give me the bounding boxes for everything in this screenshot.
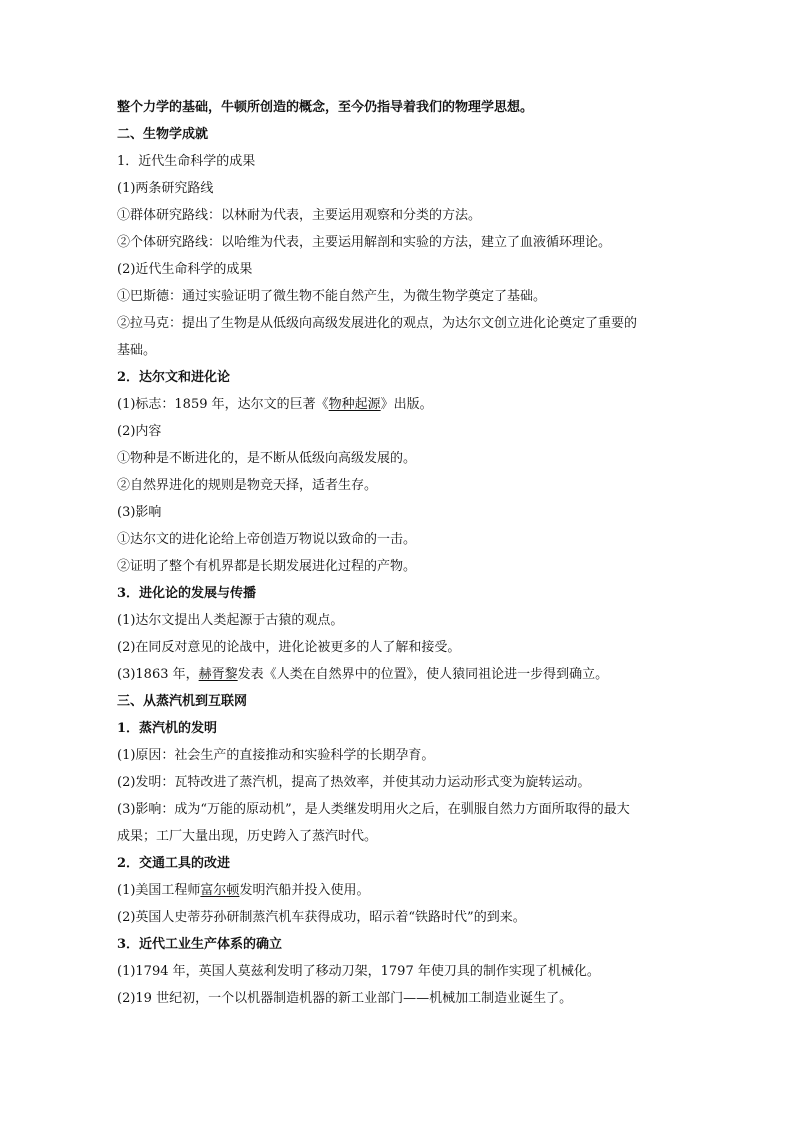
text-line: (2)近代生命科学的成果 xyxy=(117,262,253,277)
text-line: ②拉马克：提出了生物是从低级向高级发展进化的观点，为达尔文创立进化论奠定了重要的 xyxy=(117,316,638,331)
text-line: (3)影响 xyxy=(117,505,162,520)
text-line xyxy=(117,877,687,904)
text-segment: 发表《人类在自然界中的位置》，使人猿同祖论进一步得到确立。 xyxy=(237,667,609,682)
text-line: (3)影响：成为“万能的原动机”，是人类继发明用火之后，在驯服自然力方面所取得的最大 xyxy=(117,802,630,817)
text-line: (2)19 世纪初，一个以机器制造机器的新工业部门——机械加工制造业诞生了。 xyxy=(117,991,573,1006)
text-segment: 》出版。 xyxy=(380,397,433,412)
underlined-term: 赫胥黎 xyxy=(198,667,238,682)
text-line: (2)发明：瓦特改进了蒸汽机，提高了热效率，并使其动力运动形式变为旋转运动。 xyxy=(117,775,591,790)
text-line: 二、生物学成就 xyxy=(117,127,209,142)
text-line: 3．近代工业生产体系的确立 xyxy=(117,937,283,952)
text-line: (1)原因：社会生产的直接推动和实验科学的长期孕育。 xyxy=(117,748,435,763)
text-line xyxy=(117,661,687,688)
text-line: 2．达尔文和进化论 xyxy=(117,370,231,385)
text-line: 3．进化论的发展与传播 xyxy=(117,586,257,601)
text-line xyxy=(117,391,687,418)
text-line: (1)1794 年，英国人莫兹利发明了移动刀架，1797 年使刀具的制作实现了机械化。 xyxy=(117,964,600,979)
text-segment: 发明汽船并投入使用。 xyxy=(239,883,370,898)
text-segment: (3)1863 年， xyxy=(117,667,199,682)
text-line: 整个力学的基础，牛顿所创造的概念，至今仍指导着我们的物理学思想。 xyxy=(117,100,534,115)
text-line: ①达尔文的进化论给上帝创造万物说以致命的一击。 xyxy=(117,532,417,547)
text-line: (1)达尔文提出人类起源于古猿的观点。 xyxy=(117,613,344,628)
text-line: 2．交通工具的改进 xyxy=(117,856,231,871)
text-line: ①群体研究路线：以林耐为代表，主要运用观察和分类的方法。 xyxy=(117,208,482,223)
text-line: ②自然界进化的规则是物竞天择，适者生存。 xyxy=(117,478,378,493)
text-line: 基础。 xyxy=(117,343,157,358)
text-segment: (1)标志：1859 年，达尔文的巨著《 xyxy=(117,397,329,412)
document-page xyxy=(117,94,687,1012)
text-line: 成果；工厂大量出现，历史跨入了蒸汽时代。 xyxy=(117,829,378,844)
text-line: (2)内容 xyxy=(117,424,162,439)
text-line: 三、从蒸汽机到互联网 xyxy=(117,694,248,709)
text-line: (2)在同反对意见的论战中，进化论被更多的人了解和接受。 xyxy=(117,640,461,655)
underlined-term: 物种起源 xyxy=(328,397,381,412)
text-line: (1)两条研究路线 xyxy=(117,181,214,196)
text-segment: (1)美国工程师 xyxy=(117,883,201,898)
underlined-term: 富尔顿 xyxy=(200,883,240,898)
text-line: 1．蒸汽机的发明 xyxy=(117,721,218,736)
text-line: (2)英国人史蒂芬孙研制蒸汽机车获得成功，昭示着“铁路时代”的到来。 xyxy=(117,910,526,925)
text-line: ②证明了整个有机界都是长期发展进化过程的产物。 xyxy=(117,559,417,574)
text-line: ①巴斯德：通过实验证明了微生物不能自然产生，为微生物学奠定了基础。 xyxy=(117,289,547,304)
text-line: ①物种是不断进化的，是不断从低级向高级发展的。 xyxy=(117,451,417,466)
text-line: 1．近代生命科学的成果 xyxy=(117,154,256,169)
text-line: ②个体研究路线：以哈维为代表，主要运用解剖和实验的方法，建立了血液循环理论。 xyxy=(117,235,612,250)
